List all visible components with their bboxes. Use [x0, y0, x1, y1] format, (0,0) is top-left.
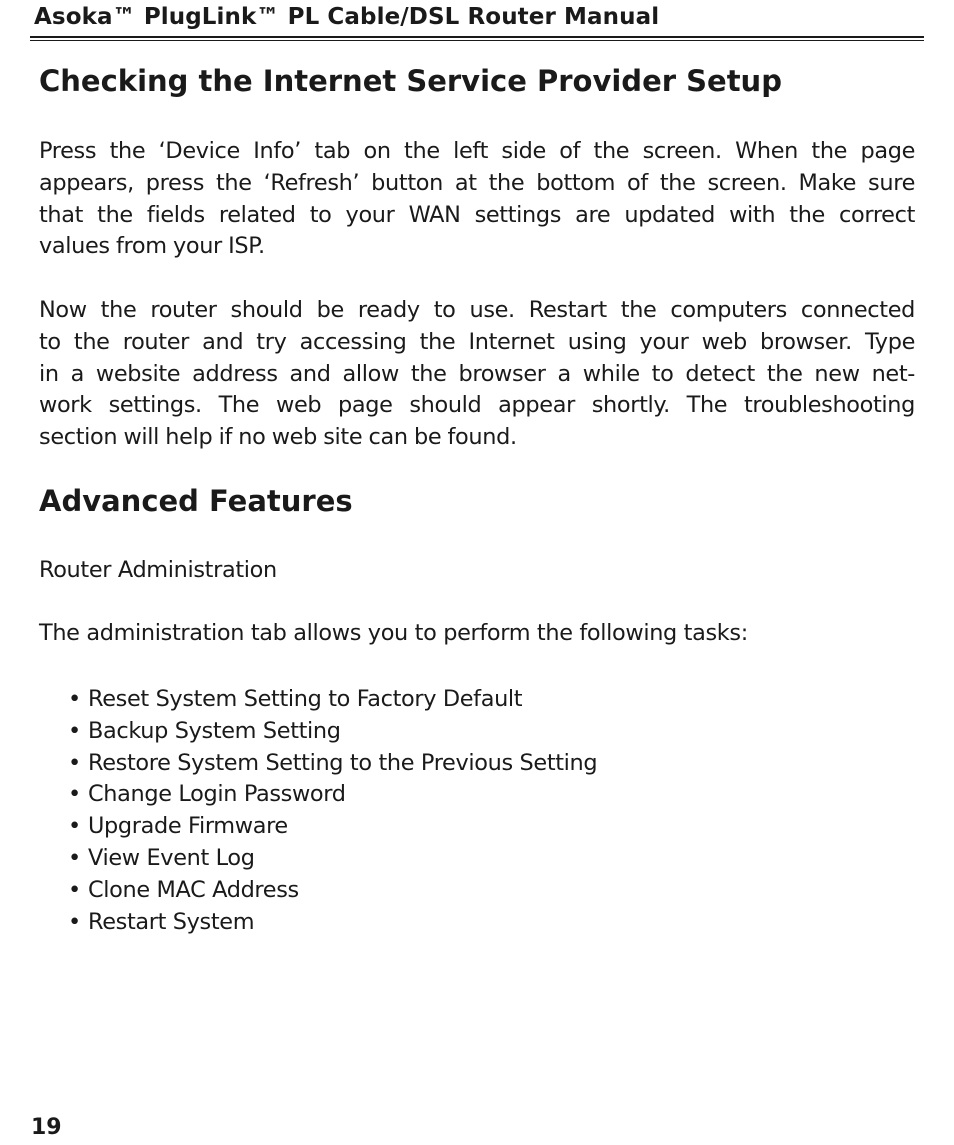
running-header: Asoka™ PlugLink™ PL Cable/DSL Router Manual — [34, 4, 660, 30]
bullet-icon: • — [68, 781, 81, 808]
paragraph-line: to the router and try accessing the Internet using your web browser. Type — [39, 328, 915, 355]
task-list — [68, 684, 597, 938]
section-heading-isp-setup: Checking the Internet Service Provider Setup — [39, 64, 782, 98]
header-rule-secondary — [30, 40, 924, 41]
paragraph-line: Press the ‘Device Info’ tab on the left side of the screen. When the page — [39, 138, 915, 164]
subheading-router-administration: Router Administration — [39, 557, 277, 583]
bullet-icon: • — [68, 717, 81, 744]
paragraph-line: in a website address and allow the browser a while to detect the new net- — [39, 360, 915, 387]
administration-intro: The administration tab allows you to perform the following tasks: — [39, 620, 748, 646]
task-label: Reset System Setting to Factory Default — [88, 686, 523, 712]
paragraph-line: section will help if no web site can be found. — [39, 424, 517, 451]
list-item — [68, 811, 597, 843]
list-item — [68, 748, 597, 780]
bullet-icon: • — [68, 876, 81, 903]
paragraph-line: appears, press the ‘Refresh’ button at the bottom of the screen. Make sure — [39, 169, 915, 196]
paragraph-router-ready — [39, 295, 915, 454]
paragraph-line: that the fields related to your WAN settings are updated with the correct — [39, 201, 915, 228]
task-label: Clone MAC Address — [88, 876, 299, 903]
task-label: Restore System Setting to the Previous Setting — [88, 749, 598, 776]
section-heading-advanced-features: Advanced Features — [39, 484, 353, 518]
bullet-icon: • — [68, 749, 81, 776]
page-number: 19 — [31, 1115, 62, 1140]
list-item — [68, 716, 597, 748]
list-item — [68, 875, 597, 907]
list-item — [68, 779, 597, 811]
task-label: View Event Log — [88, 844, 255, 871]
paragraph-line: Now the router should be ready to use. Restart the computers connected — [39, 297, 915, 323]
paragraph-device-info — [39, 136, 915, 263]
task-label: Change Login Password — [88, 781, 346, 808]
list-item — [68, 843, 597, 875]
bullet-icon: • — [68, 813, 81, 840]
task-label: Restart System — [88, 908, 255, 935]
bullet-icon: • — [68, 908, 81, 935]
bullet-icon: • — [68, 844, 81, 871]
task-label: Backup System Setting — [88, 717, 341, 744]
paragraph-line: values from your ISP. — [39, 233, 265, 260]
bullet-icon: • — [68, 686, 81, 712]
list-item — [68, 907, 597, 939]
header-rule — [30, 36, 924, 38]
paragraph-line: work settings. The web page should appear shortly. The troubleshooting — [39, 392, 915, 419]
task-label: Upgrade Firmware — [88, 813, 288, 840]
list-item — [68, 684, 597, 716]
